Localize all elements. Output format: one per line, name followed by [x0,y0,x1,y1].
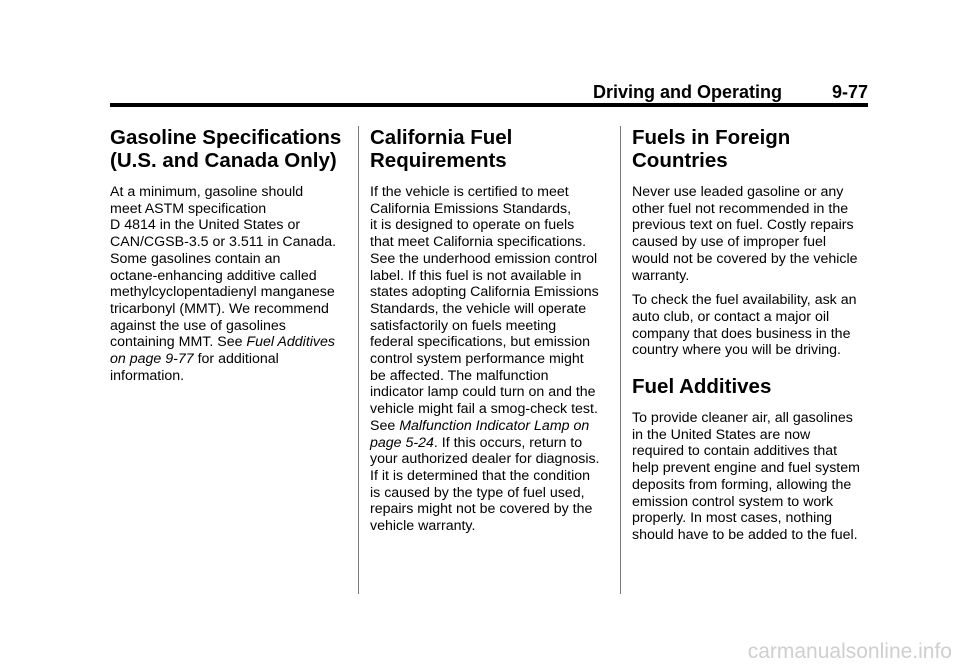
heading-california-fuel [370,126,608,172]
text-line: To provide cleaner air, all gasolines [632,410,853,427]
text-line: it is designed to operate on fuels [370,217,575,234]
text-line: To check the fuel availability, ask an [632,292,857,309]
paragraph-gasoline-spec [110,184,342,384]
text-line: warranty. [632,267,690,284]
heading-line: Countries [632,149,728,172]
text-line: other fuel not recommended in the [632,200,849,217]
text-line: label. If this fuel is not available in [370,267,582,284]
text-line: indicator lamp could turn on and the [370,384,596,401]
column-gasoline-specifications [110,126,342,392]
heading-fuel-additives [632,375,872,398]
column-divider-2 [620,126,621,594]
text-line: octane-enhancing additive called [110,267,317,284]
heading-line: California Fuel [370,126,513,149]
cross-reference-link[interactable]: Fuel Additives [246,334,336,351]
text-line: company that does business in the [632,325,851,342]
text-line: deposits from forming, allowing the [632,476,852,493]
text-line: country where you will be driving. [632,342,841,359]
text-line: meet ASTM specification [110,200,267,217]
text-line: If it is determined that the condition [370,467,591,484]
text-line: control system performance might [370,351,584,368]
text-line: states adopting California Emissions [370,284,599,301]
column-california-fuel [370,126,608,543]
text-line: Never use leaded gasoline or any [632,184,844,200]
text-line: should have to be added to the fuel. [632,526,858,543]
text-line: would not be covered by the vehicle [632,250,858,267]
text-fragment: for additional [193,351,279,368]
text-line: repairs might not be covered by the [370,501,593,518]
heading-fuels-in-foreign-countries [632,126,872,172]
text-line: required to contain additives that [632,443,838,460]
text-line: See the underhood emission control [370,250,598,267]
watermark-part: carmanuals [747,640,857,663]
text-fragment: . If this occurs, return to [433,434,583,451]
text-line: help prevent engine and fuel system [632,460,860,477]
text-line: Some gasolines contain an [110,250,281,267]
paragraph-california-fuel [370,184,608,535]
text-line [370,435,608,452]
text-line: your authorized dealer for diagnosis. [370,451,600,468]
paragraph-fuel-additives [632,410,872,544]
text-line: vehicle might fail a smog-check test. [370,401,598,418]
heading-line: Gasoline Specifications [110,126,342,149]
cross-reference-page-link[interactable]: on page 9-77 [110,351,194,368]
text-fragment: See [370,417,400,434]
text-line: previous text on fuel. Costly repairs [632,217,854,234]
text-line: be affected. The malfunction [370,367,549,384]
column-foreign-fuels [632,126,872,552]
text-line: auto club, or contact a major oil [632,308,830,325]
cross-reference-link[interactable]: Malfunction Indicator Lamp on [399,417,590,434]
text-line: methylcyclopentadienyl manganese [110,284,335,301]
page-number: 9-77 [831,82,868,102]
watermark-part: online.info [856,640,952,663]
header-rule [110,103,868,107]
text-line: in the United States are now [632,426,811,443]
heading-gasoline-specifications [110,126,342,172]
text-line: At a minimum, gasoline should [110,184,304,200]
text-line [110,351,342,368]
paragraph-fuel-availability [632,292,872,359]
section-title: Driving and Operating [593,82,783,102]
text-line: against the use of gasolines [110,317,286,334]
watermark [748,640,952,664]
text-line: caused by use of improper fuel [632,234,827,251]
paragraph-foreign-fuel-warning [632,184,872,284]
text-line: vehicle warranty. [370,518,476,535]
column-divider-1 [358,126,359,594]
text-line [370,418,608,435]
text-line: federal specifications, but emission [370,334,591,351]
heading-line: Fuel Additives [632,375,772,399]
text-line: properly. In most cases, nothing [632,510,833,527]
heading-line: Requirements [370,149,507,172]
heading-line: (U.S. and Canada Only) [110,149,337,172]
text-line: D 4814 in the United States or [110,217,301,234]
text-line: CAN/CGSB-3.5 or 3.511 in Canada. [110,234,337,251]
text-line: information. [110,367,185,384]
text-line: is caused by the type of fuel used, [370,484,585,501]
text-line: that meet California specifications. [370,234,587,251]
text-line: satisfactorily on fuels meeting [370,317,557,334]
text-fragment: containing MMT. See [110,334,247,351]
cross-reference-page-link[interactable]: page 5-24 [370,434,434,451]
text-line: Standards, the vehicle will operate [370,300,587,317]
text-line: If the vehicle is certified to meet [370,184,569,200]
heading-line: Fuels in Foreign [632,126,791,149]
text-line: emission control system to work [632,493,834,510]
text-line: California Emissions Standards, [370,200,572,217]
text-line [110,334,342,351]
text-line: tricarbonyl (MMT). We recommend [110,300,329,317]
